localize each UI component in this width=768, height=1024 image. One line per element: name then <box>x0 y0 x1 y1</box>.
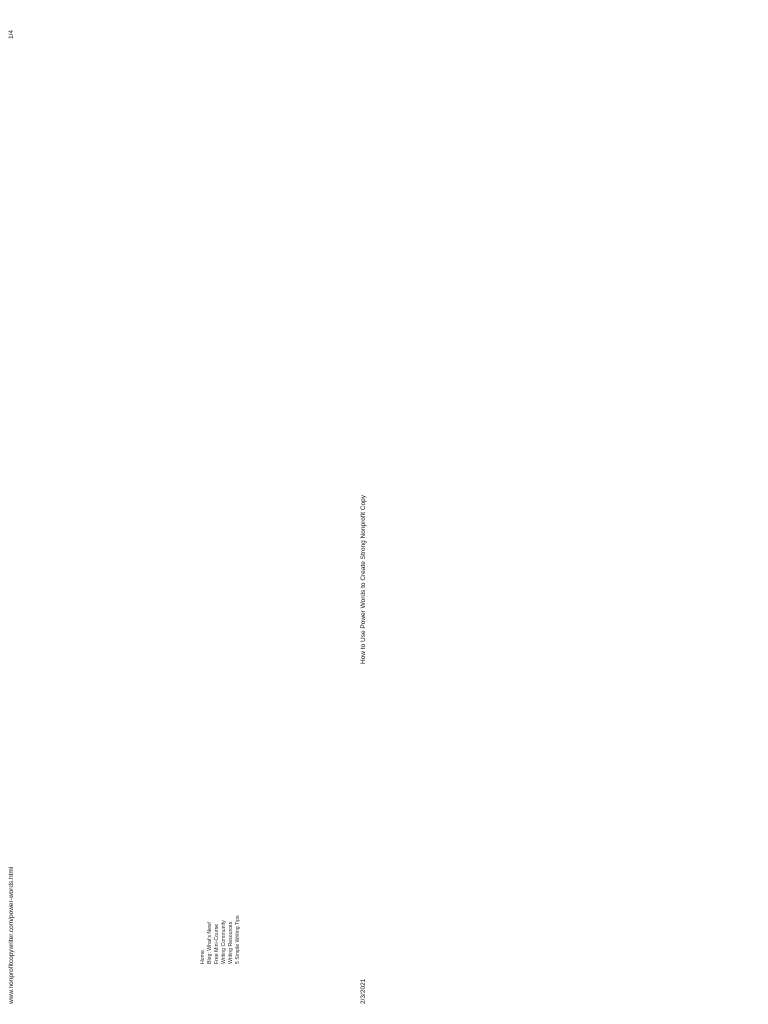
nav-resources[interactable]: Writing Resources <box>228 921 235 964</box>
p1-footer-url[interactable]: www.nonprofitcopywriter.com/power-words.html <box>8 866 15 1004</box>
nav-community[interactable]: Writing Community <box>221 920 228 964</box>
nav-mini-course[interactable]: Free Mini-Course <box>214 923 221 964</box>
p1-page-num: 1/4 <box>8 29 15 39</box>
nav-blog[interactable]: Blog: What's New! <box>207 921 214 964</box>
p1-date: 2/3/2021 <box>360 978 367 1004</box>
nav-home[interactable]: Home <box>200 950 206 964</box>
nav-5-tips[interactable]: 5 Simple Writing Tips <box>235 915 242 964</box>
p1-header-title: How to Use Power Words to Create Strong Nonprofit Copy <box>360 495 367 664</box>
p1-sidebar <box>200 804 242 964</box>
